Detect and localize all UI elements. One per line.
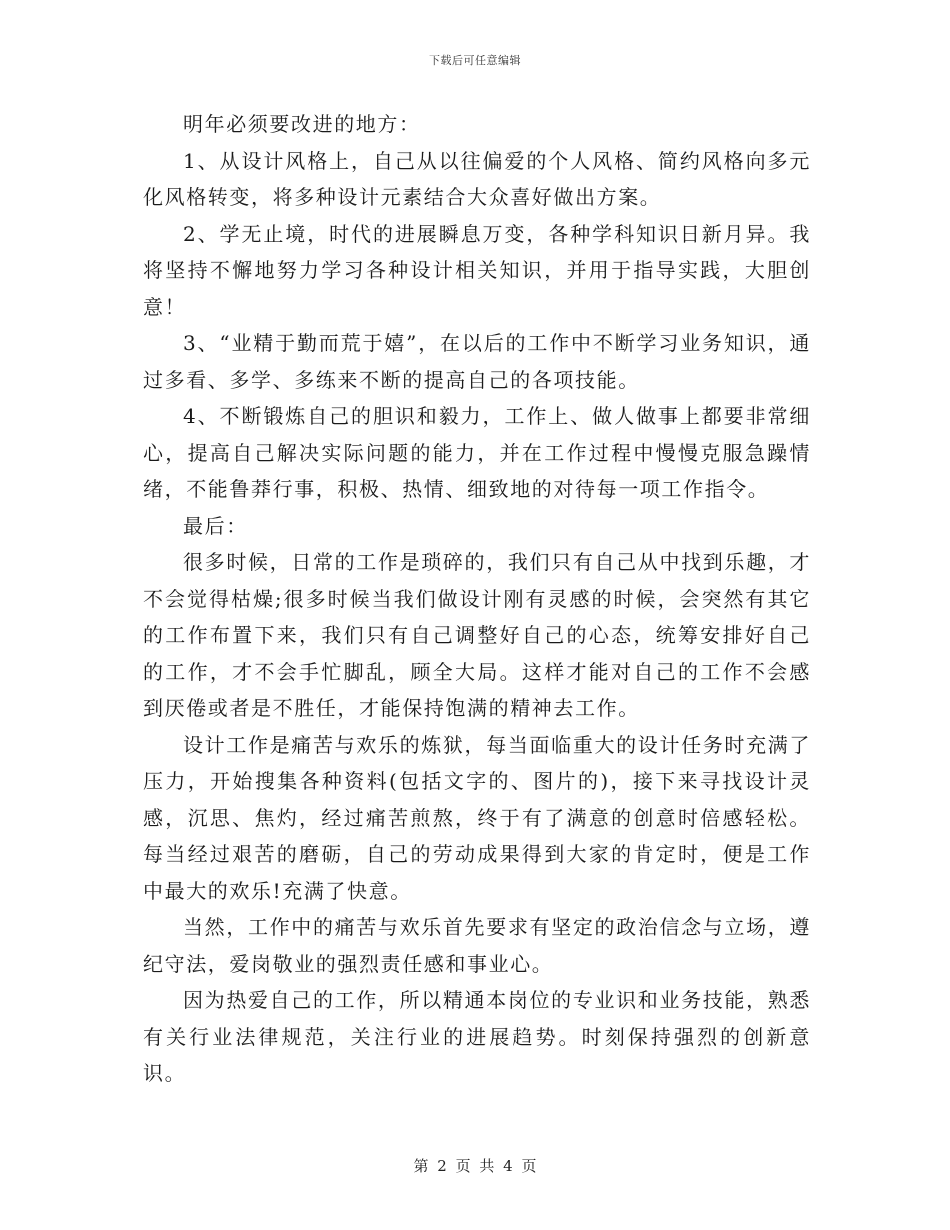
page-header: 下载后可任意编辑 <box>429 54 521 67</box>
paragraph: 很多时候，日常的工作是琐碎的，我们只有自己从中找到乐趣，才不会觉得枯燥;很多时候当我们做设计刚有灵感的时候，会突然有其它的工作布置下来，我们只有自己调整好自己的心态，统筹安排好自己的工作，才不会手忙脚乱，顾全大局。这样才能对自己的工作不会感到厌倦或者是不胜任，才能保持饱满的精神去工作。 <box>143 550 811 720</box>
paragraph: 3、“业精于勤而荒于嬉”，在以后的工作中不断学习业务知识，通过多看、多学、多练来不断的提高自己的各项技能。 <box>143 331 811 392</box>
document-body <box>143 106 811 1092</box>
page-footer: 第 2 页 共 4 页 <box>413 1157 537 1175</box>
paragraph: 最后： <box>183 513 248 538</box>
paragraph: 因为热爱自己的工作，所以精通本岗位的专业识和业务技能，熟悉有关行业法律规范，关注行业的进展趋势。时刻保持强烈的创新意识。 <box>143 988 811 1085</box>
paragraph: 4、不断锻炼自己的胆识和毅力，工作上、做人做事上都要非常细心，提高自己解决实际问题的能力，并在工作过程中慢慢克服急躁情绪，不能鲁莽行事，积极、热情、细致地的对待每一项工作指令。 <box>143 404 811 501</box>
paragraph: 明年必须要改进的地方： <box>183 112 421 136</box>
paragraph: 设计工作是痛苦与欢乐的炼狱，每当面临重大的设计任务时充满了压力，开始搜集各种资料(包括文字的、图片的)，接下来寻找设计灵感，沉思、焦灼，经过痛苦煎熬，终于有了满意的创意时倍感轻松。每当经过艰苦的磨砺，自己的劳动成果得到大家的肯定时，便是工作中最大的欢乐!充满了快意。 <box>143 732 811 903</box>
paragraph: 2、学无止境，时代的进展瞬息万变，各种学科知识日新月异。我将坚持不懈地努力学习各种设计相关知识，并用于指导实践，大胆创意！ <box>143 221 811 319</box>
paragraph: 1、从设计风格上，自己从以往偏爱的个人风格、简约风格向多元化风格转变，将多种设计元素结合大众喜好做出方案。 <box>143 148 811 209</box>
paragraph: 当然，工作中的痛苦与欢乐首先要求有坚定的政治信念与立场，遵纪守法，爱岗敬业的强烈责任感和事业心。 <box>143 915 811 976</box>
